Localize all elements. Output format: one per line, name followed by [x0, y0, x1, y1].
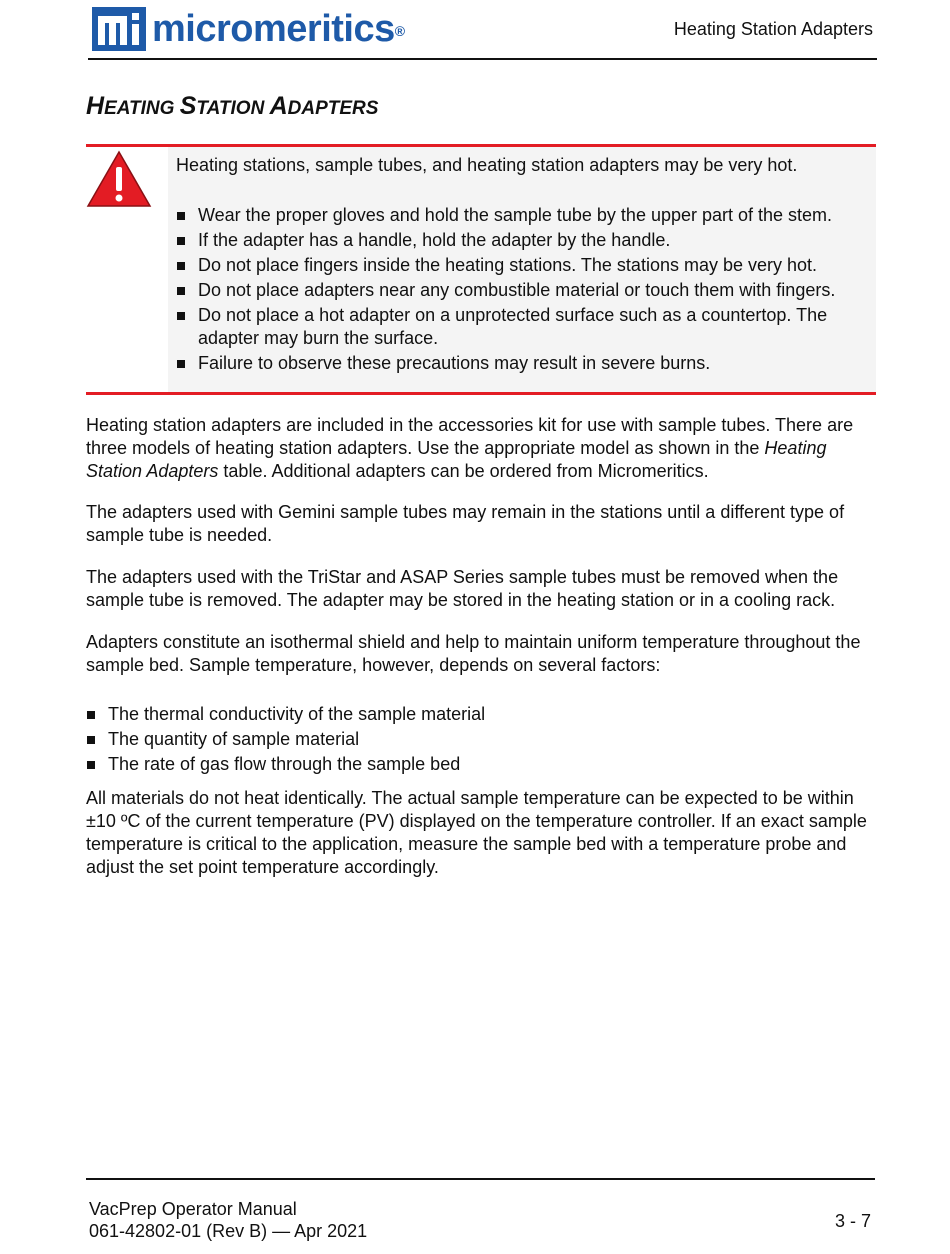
warning-box [86, 144, 876, 396]
micromeritics-logo [92, 6, 405, 52]
warning-list [176, 204, 858, 377]
warning-bottom-rule [86, 392, 876, 395]
list-item: If the adapter has a handle, hold the adapter by the handle. [176, 229, 858, 252]
list-item: Do not place a hot adapter on a unprotected surface such as a countertop. The adapter may burn the surface. [176, 304, 858, 350]
running-head: Heating Station Adapters [673, 19, 873, 39]
paragraph-gemini: The adapters used with Gemini sample tubes may remain in the stations until a different type of sample tube is needed. [86, 502, 845, 545]
footer-manual-title: VacPrep Operator Manual [89, 1199, 297, 1219]
list-item: Do not place fingers inside the heating stations. The stations may be very hot. [176, 254, 858, 277]
paragraph-factors: Adapters constitute an isothermal shield and help to maintain uniform temperature throughout the sample bed. Sample temperature, however, depends on several factors: [86, 632, 861, 675]
footer-rule [86, 1178, 875, 1180]
paragraph-tristar: The adapters used with the TriStar and ASAP Series sample tubes must be removed when the sample tube is removed. The adapter may be stored in the heating station or in a cooling rack. [86, 567, 839, 610]
list-item: The thermal conductivity of the sample material [86, 703, 485, 726]
warning-lead: Heating stations, sample tubes, and heating station adapters may be very hot. [176, 155, 798, 175]
header-rule [88, 58, 877, 60]
list-item: The quantity of sample material [86, 728, 485, 751]
list-item: Failure to observe these precautions may result in severe burns. [176, 352, 858, 375]
footer-doc-id: 061-42802-01 (Rev B) — Apr 2021 [89, 1221, 368, 1241]
list-item: The rate of gas flow through the sample bed [86, 753, 485, 776]
paragraph-materials: All materials do not heat identically. The actual sample temperature can be expected to be within ±10 ºC of the current temperature (PV) displayed on the temperature controller. If an exact sample temperature is critical to the application, measure the sample bed with a temperature probe and adjust the set point temperature accordingly. [86, 788, 867, 877]
logo-wordmark: micromeritics® [152, 8, 405, 50]
page-number: 3 - 7 [834, 1211, 871, 1231]
section-title: HEATING STATION ADAPTERS [86, 92, 379, 120]
paragraph-intro: Heating station adapters are included in the accessories kit for use with sample tubes. There are three models of heating station adapters. Use the appropriate model as shown in the Heating Station Adapters table. Additional adapters can be ordered from Micromeritics. [86, 415, 854, 481]
micromeritics-logo-mark-icon [92, 7, 146, 51]
list-item: Wear the proper gloves and hold the sample tube by the upper part of the stem. [176, 204, 858, 227]
factors-list [86, 703, 485, 778]
list-item: Do not place adapters near any combustible material or touch them with fingers. [176, 279, 858, 302]
warning-triangle-icon [86, 150, 152, 208]
